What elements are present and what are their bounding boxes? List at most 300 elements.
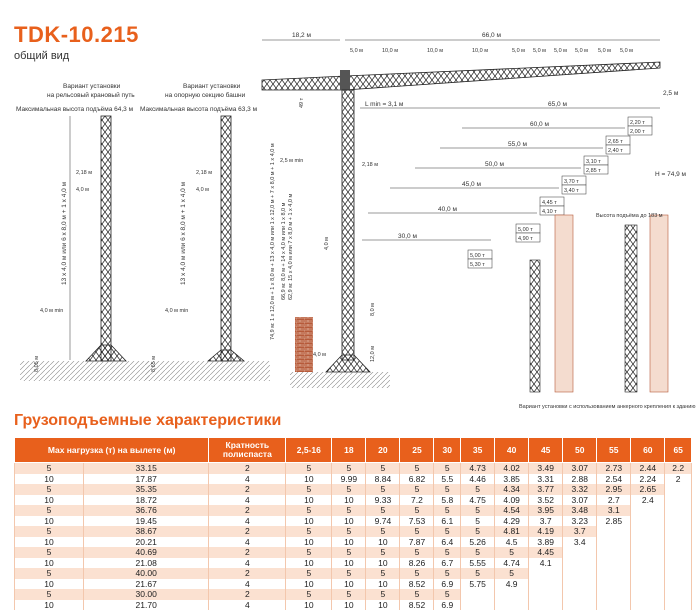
table-cell xyxy=(665,505,692,516)
table-cell: 4.02 xyxy=(495,463,529,474)
table-cell: 4 xyxy=(209,600,286,610)
base-sections: 13 х 4,0 м или 6 х 8,0 м + 1 х 4,0 м xyxy=(180,181,187,285)
anchored-variant xyxy=(519,213,695,410)
reach-65: 65,0 м xyxy=(548,101,567,108)
table-cell: 5 xyxy=(286,589,332,600)
main-dim-218: 2,18 м xyxy=(362,162,378,168)
table-cell: 3.07 xyxy=(563,463,597,474)
table-cell: 5 xyxy=(434,526,461,537)
table-cell xyxy=(597,589,631,600)
table-cell: 4 xyxy=(209,495,286,506)
table-cell xyxy=(597,579,631,590)
header-radius: 40 xyxy=(495,438,529,463)
rail-dim-1: 2,18 м xyxy=(76,170,92,176)
dim-jib: 66,0 м xyxy=(482,32,501,39)
table-cell: 10 xyxy=(15,579,84,590)
table-cell xyxy=(597,547,631,558)
table-cell: 5 xyxy=(15,589,84,600)
table-cell: 18.72 xyxy=(84,495,209,506)
table-cell: 5 xyxy=(434,568,461,579)
table-cell: 3.32 xyxy=(563,484,597,495)
building xyxy=(295,317,313,372)
table-cell: 40.00 xyxy=(84,568,209,579)
table-cell: 2 xyxy=(209,484,286,495)
table-cell xyxy=(631,579,665,590)
table-cell: 9.99 xyxy=(332,474,366,485)
table-cell: 2 xyxy=(209,568,286,579)
table-cell: 10 xyxy=(332,516,366,527)
table-cell: 6.82 xyxy=(400,474,434,485)
header-radius: 25 xyxy=(400,438,434,463)
table-cell: 10 xyxy=(332,579,366,590)
table-cell: 5 xyxy=(15,526,84,537)
base-max-height: Максимальная высота подъёма 63,3 м xyxy=(140,106,258,113)
table-cell: 5 xyxy=(434,547,461,558)
table-cell: 5.26 xyxy=(461,537,495,548)
svg-text:5,0 м: 5,0 м xyxy=(554,48,567,54)
table-cell xyxy=(665,600,692,610)
table-cell: 5 xyxy=(400,568,434,579)
table-row xyxy=(15,547,692,558)
table-cell: 10 xyxy=(366,537,400,548)
table-cell: 2.7 xyxy=(597,495,631,506)
table-cell: 4.1 xyxy=(529,558,563,569)
table-cell: 5 xyxy=(332,505,366,516)
table-cell: 4.81 xyxy=(495,526,529,537)
header-radius: 18 xyxy=(332,438,366,463)
rail-tower xyxy=(101,116,111,361)
table-cell: 40.69 xyxy=(84,547,209,558)
page-subtitle: общий вид xyxy=(14,50,69,62)
table-cell xyxy=(631,526,665,537)
tower-config-3: 62,9 м: 15 х 4,0 м или 7 х 8,0 м + 1 х 4,0 м xyxy=(288,194,294,300)
header-radius: 20 xyxy=(366,438,400,463)
reach-50: 50,0 м xyxy=(485,161,504,168)
table-row xyxy=(15,495,692,506)
table-cell: 4.73 xyxy=(461,463,495,474)
table-cell: 5 xyxy=(434,505,461,516)
svg-text:4,10 т: 4,10 т xyxy=(542,209,557,215)
table-cell xyxy=(631,505,665,516)
table-cell: 36.76 xyxy=(84,505,209,516)
tower-config-2: 66,9 м: 8,0 м + 14 х 4,0 м или 1 х 8,0 м xyxy=(281,202,287,300)
svg-text:3,70 т: 3,70 т xyxy=(564,179,579,185)
page-title: TDK-10.215 xyxy=(14,22,139,48)
table-cell xyxy=(631,600,665,610)
table-cell: 2.88 xyxy=(563,474,597,485)
table-cell: 10 xyxy=(366,558,400,569)
svg-text:4,45 т: 4,45 т xyxy=(542,200,557,206)
header-radius: 60 xyxy=(631,438,665,463)
table-cell: 5 xyxy=(400,484,434,495)
table-cell xyxy=(597,537,631,548)
table-cell: 5.5 xyxy=(434,474,461,485)
reach-45: 45,0 м xyxy=(462,181,481,188)
header-radius: 45 xyxy=(529,438,563,463)
table-cell: 5 xyxy=(286,463,332,474)
table-cell: 6.7 xyxy=(434,558,461,569)
header-load: Max нагрузка (т) на вылете (м) xyxy=(15,438,209,463)
reach-60: 60,0 м xyxy=(530,121,549,128)
base-dim-4: 8,65 м xyxy=(151,356,157,372)
table-body xyxy=(15,463,692,610)
svg-text:5,0 м: 5,0 м xyxy=(598,48,611,54)
reach-lines xyxy=(360,101,660,268)
table-cell xyxy=(665,526,692,537)
table-cell: 2.54 xyxy=(597,474,631,485)
table-cell: 3.49 xyxy=(529,463,563,474)
table-cell: 6.9 xyxy=(434,600,461,610)
table-cell xyxy=(631,589,665,600)
rail-dim-4: 8,05 м xyxy=(34,356,40,372)
table-cell: 5 xyxy=(15,463,84,474)
table-cell: 10 xyxy=(15,600,84,610)
table-cell: 2.85 xyxy=(597,516,631,527)
table-cell xyxy=(529,568,563,579)
table-cell: 2 xyxy=(209,589,286,600)
table-cell: 5 xyxy=(434,589,461,600)
table-cell: 10 xyxy=(286,600,332,610)
table-cell xyxy=(597,600,631,610)
table-cell: 3.4 xyxy=(563,537,597,548)
svg-text:2,40 т: 2,40 т xyxy=(608,148,623,154)
table-cell: 5 xyxy=(332,526,366,537)
table-cell: 3.7 xyxy=(563,526,597,537)
tower-config-1: 74,9 м: 1 х 12,0 м + 1 х 8,0 м + 13 х 4,0 м или 1 х 12,0 м + 7 х 8,0 м + 1 х 4,0 м xyxy=(270,143,276,340)
svg-text:10,0 м: 10,0 м xyxy=(472,48,488,54)
table-cell: 10 xyxy=(332,600,366,610)
jib xyxy=(262,62,660,90)
header-mult: Кратность полиспаста xyxy=(209,438,286,463)
table-cell: 35.35 xyxy=(84,484,209,495)
svg-text:5,00 т: 5,00 т xyxy=(518,227,533,233)
rail-max-height: Максимальная высота подъёма 64,3 м xyxy=(16,106,134,113)
header-radius: 2,5-16 xyxy=(286,438,332,463)
svg-text:5,0 м: 5,0 м xyxy=(350,48,363,54)
table-cell: 2 xyxy=(665,474,692,485)
table-cell xyxy=(597,568,631,579)
table-cell xyxy=(631,558,665,569)
table-cell: 10 xyxy=(286,495,332,506)
table-cell: 7.2 xyxy=(400,495,434,506)
main-dim-12: 12,0 м xyxy=(370,346,376,362)
table-cell: 2 xyxy=(209,463,286,474)
table-cell xyxy=(597,558,631,569)
table-cell xyxy=(665,547,692,558)
header-radius: 50 xyxy=(563,438,597,463)
table-cell: 10 xyxy=(15,474,84,485)
variant-base xyxy=(140,83,270,381)
table-cell: 2.95 xyxy=(597,484,631,495)
table-cell: 10 xyxy=(332,558,366,569)
svg-text:5,0 м: 5,0 м xyxy=(575,48,588,54)
svg-text:4,90 т: 4,90 т xyxy=(518,236,533,242)
main-dim-4: 4,0 м xyxy=(324,237,330,250)
cabin xyxy=(340,70,350,90)
svg-text:3,40 т: 3,40 т xyxy=(564,188,579,194)
table-cell: 2.44 xyxy=(631,463,665,474)
table-cell xyxy=(529,600,563,610)
base-dim-2: 4,0 м xyxy=(196,187,209,193)
base-foot xyxy=(208,350,244,361)
table-cell: 3.07 xyxy=(563,495,597,506)
table-cell: 4.46 xyxy=(461,474,495,485)
reach-30: 30,0 м xyxy=(398,233,417,240)
svg-text:2,00 т: 2,00 т xyxy=(630,129,645,135)
table-cell: 8.26 xyxy=(400,558,434,569)
table-row xyxy=(15,589,692,600)
table-cell: 6.1 xyxy=(434,516,461,527)
table-cell: 4 xyxy=(209,537,286,548)
table-cell: 5 xyxy=(366,484,400,495)
anchored-caption: Вариант установки с использованием анкерного крепления к зданию xyxy=(519,404,695,410)
table-cell: 2 xyxy=(209,547,286,558)
table-cell: 10 xyxy=(15,537,84,548)
table-cell: 4.9 xyxy=(495,579,529,590)
table-row xyxy=(15,526,692,537)
base-dim-3: 4,0 м min xyxy=(165,308,188,314)
table-row xyxy=(15,463,692,474)
main-dim-25: 2,5 м min xyxy=(280,158,303,164)
table-cell: 3.23 xyxy=(563,516,597,527)
table-cell: 5 xyxy=(332,547,366,558)
table-cell: 2.24 xyxy=(631,474,665,485)
table-cell: 3.85 xyxy=(495,474,529,485)
table-cell: 7.87 xyxy=(400,537,434,548)
base-label-1: Вариант установки xyxy=(183,83,241,90)
rail-label-1: Вариант установки xyxy=(63,83,121,90)
table-cell xyxy=(665,579,692,590)
table-cell xyxy=(461,589,495,600)
table-cell: 10 xyxy=(286,516,332,527)
table-cell: 5 xyxy=(461,547,495,558)
table-cell: 4 xyxy=(209,558,286,569)
table-cell xyxy=(563,589,597,600)
table-cell: 5 xyxy=(15,568,84,579)
table-cell: 3.48 xyxy=(563,505,597,516)
dim-25r: 2,5 м xyxy=(663,90,679,97)
main-tower xyxy=(342,90,354,360)
table-cell: 10 xyxy=(286,558,332,569)
reach-55: 55,0 м xyxy=(508,141,527,148)
svg-text:5,0 м: 5,0 м xyxy=(620,48,633,54)
rail-base xyxy=(86,345,126,361)
table-cell xyxy=(563,547,597,558)
table-cell: 4.5 xyxy=(495,537,529,548)
table-cell: 5 xyxy=(461,568,495,579)
anchored-height: Высота подъёма до 183 м xyxy=(596,213,663,219)
table-cell: 4.75 xyxy=(461,495,495,506)
table-cell: 3.89 xyxy=(529,537,563,548)
table-cell: 5 xyxy=(332,484,366,495)
table-cell xyxy=(631,537,665,548)
header-radius: 30 xyxy=(434,438,461,463)
table-cell: 10 xyxy=(286,537,332,548)
table-row xyxy=(15,516,692,527)
table-cell xyxy=(631,516,665,527)
load-table xyxy=(14,437,692,610)
svg-text:5,0 м: 5,0 м xyxy=(533,48,546,54)
table-cell: 5 xyxy=(366,505,400,516)
table-cell xyxy=(665,568,692,579)
table-cell: 5 xyxy=(366,589,400,600)
table-cell: 17.87 xyxy=(84,474,209,485)
table-cell: 6.4 xyxy=(434,537,461,548)
table-cell: 5 xyxy=(15,547,84,558)
table-cell: 9.33 xyxy=(366,495,400,506)
table-cell: 4 xyxy=(209,516,286,527)
table-cell: 5 xyxy=(434,463,461,474)
table-cell: 5 xyxy=(366,526,400,537)
table-cell xyxy=(597,526,631,537)
table-cell: 10 xyxy=(286,474,332,485)
table-cell: 20.21 xyxy=(84,537,209,548)
table-cell xyxy=(563,600,597,610)
table-cell: 5 xyxy=(461,526,495,537)
table-cell: 8.52 xyxy=(400,600,434,610)
table-cell xyxy=(529,589,563,600)
table-cell: 4 xyxy=(209,474,286,485)
svg-text:3,10 т: 3,10 т xyxy=(586,159,601,165)
table-cell: 4 xyxy=(209,579,286,590)
table-cell: 5 xyxy=(332,463,366,474)
table-cell: 10 xyxy=(332,537,366,548)
table-cell: 10 xyxy=(332,495,366,506)
table-cell: 5 xyxy=(495,568,529,579)
table-row xyxy=(15,558,692,569)
table-cell: 4.54 xyxy=(495,505,529,516)
table-cell: 5 xyxy=(286,526,332,537)
table-cell: 9.74 xyxy=(366,516,400,527)
table-cell: 10 xyxy=(15,516,84,527)
table-cell: 3.31 xyxy=(529,474,563,485)
base-tower xyxy=(221,116,231,361)
table-cell xyxy=(631,547,665,558)
table-cell: 19.45 xyxy=(84,516,209,527)
rail-sections: 13 х 4,0 м или 6 х 8,0 м + 1 х 4,0 м xyxy=(61,181,68,285)
table-cell: 5 xyxy=(495,547,529,558)
section-title: Грузоподъемные характеристики xyxy=(14,412,281,430)
svg-text:2,65 т: 2,65 т xyxy=(608,139,623,145)
base-ground xyxy=(145,361,270,381)
table-cell xyxy=(563,568,597,579)
table-cell: 5 xyxy=(400,526,434,537)
table-cell: 5 xyxy=(15,484,84,495)
svg-text:2,20 т: 2,20 т xyxy=(630,120,645,126)
main-ground xyxy=(290,372,390,388)
table-cell: 10 xyxy=(286,579,332,590)
table-cell: 3.95 xyxy=(529,505,563,516)
table-cell xyxy=(563,579,597,590)
table-cell: 5 xyxy=(332,589,366,600)
table-cell: 5 xyxy=(400,547,434,558)
table-cell: 5 xyxy=(400,463,434,474)
table-cell: 21.70 xyxy=(84,600,209,610)
table-cell: 5 xyxy=(461,505,495,516)
table-cell: 10 xyxy=(15,495,84,506)
variant-rail xyxy=(16,83,150,381)
reach-40: 40,0 м xyxy=(438,206,457,213)
svg-text:2,85 т: 2,85 т xyxy=(586,168,601,174)
table-cell: 2 xyxy=(209,526,286,537)
table-cell: 5 xyxy=(461,516,495,527)
main-crane xyxy=(262,32,687,388)
header-radius: 35 xyxy=(461,438,495,463)
table-cell: 5 xyxy=(434,484,461,495)
table-row xyxy=(15,579,692,590)
table-cell: 21.67 xyxy=(84,579,209,590)
table-cell: 5.75 xyxy=(461,579,495,590)
table-cell: 2.73 xyxy=(597,463,631,474)
table-cell: 21.08 xyxy=(84,558,209,569)
table-cell: 30.00 xyxy=(84,589,209,600)
table-cell: 10 xyxy=(366,579,400,590)
rail-label-2: на рельсовый крановый путь xyxy=(47,91,135,99)
table-cell: 4.34 xyxy=(495,484,529,495)
table-row xyxy=(15,600,692,610)
main-base xyxy=(326,355,370,372)
table-cell: 5 xyxy=(400,589,434,600)
header-radius: 55 xyxy=(597,438,631,463)
table-cell xyxy=(495,589,529,600)
svg-text:10,0 м: 10,0 м xyxy=(382,48,398,54)
lmin: L min = 3,1 м xyxy=(365,101,404,108)
table-cell: 5 xyxy=(366,547,400,558)
table-cell: 5 xyxy=(286,484,332,495)
table-cell: 10 xyxy=(15,558,84,569)
table-cell: 4.09 xyxy=(495,495,529,506)
table-cell: 3.7 xyxy=(529,516,563,527)
table-cell: 33.15 xyxy=(84,463,209,474)
rail-dim-3: 4,0 м min xyxy=(40,308,63,314)
table-cell: 2 xyxy=(209,505,286,516)
header-radius: 65 xyxy=(665,438,692,463)
table-cell: 5 xyxy=(400,505,434,516)
rail-dim-2: 4,0 м xyxy=(76,187,89,193)
counterweight: 49 т xyxy=(299,97,305,108)
table-cell xyxy=(529,579,563,590)
table-cell: 4.19 xyxy=(529,526,563,537)
table-cell: 5 xyxy=(15,505,84,516)
table-cell xyxy=(563,558,597,569)
table-cell: 4.29 xyxy=(495,516,529,527)
table-cell xyxy=(665,484,692,495)
dim-counterjib: 18,2 м xyxy=(292,32,311,39)
table-cell: 3.77 xyxy=(529,484,563,495)
table-cell xyxy=(665,558,692,569)
table-cell: 7.53 xyxy=(400,516,434,527)
table-cell: 5 xyxy=(286,547,332,558)
table-cell: 3.1 xyxy=(597,505,631,516)
table-cell: 5 xyxy=(366,463,400,474)
base-dim-1: 2,18 м xyxy=(196,170,212,176)
table-cell: 8.52 xyxy=(400,579,434,590)
table-cell: 2.2 xyxy=(665,463,692,474)
table-cell: 6.9 xyxy=(434,579,461,590)
height-h: Н = 74,9 м xyxy=(655,171,687,178)
table-cell xyxy=(665,589,692,600)
table-row xyxy=(15,537,692,548)
table-row xyxy=(15,474,692,485)
table-cell: 5 xyxy=(366,568,400,579)
base-label-2: на опорную секцию башни xyxy=(165,91,246,99)
jib-segments xyxy=(350,48,633,54)
svg-text:10,0 м: 10,0 м xyxy=(427,48,443,54)
table-cell: 4.74 xyxy=(495,558,529,569)
table-cell: 5 xyxy=(286,568,332,579)
table-cell xyxy=(631,568,665,579)
table-cell xyxy=(665,495,692,506)
